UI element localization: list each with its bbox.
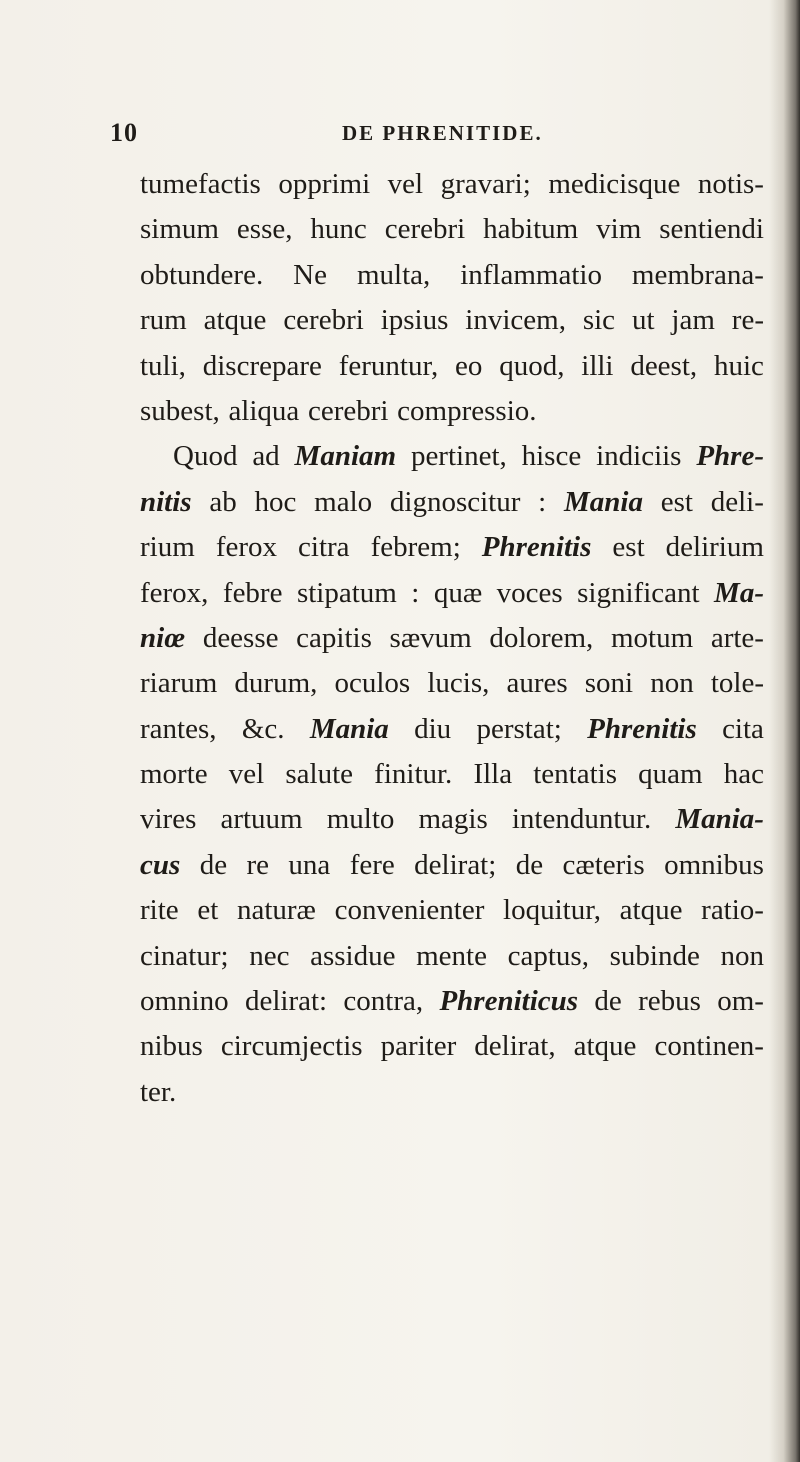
text-line [140,1030,764,1075]
word: simum [140,213,219,246]
italic-word: Phrenitis [587,712,697,745]
word: perstat; [476,712,562,745]
word: de [515,848,544,881]
word: hunc [310,213,367,246]
word: artuum [220,803,303,836]
word: cæteris [562,848,645,881]
word: : [538,485,547,518]
body-text [140,168,764,1121]
word: ipsius [380,304,449,337]
word: vim [596,213,642,246]
word: invicem, [465,304,566,337]
word: nibus [140,1030,203,1063]
word: re [246,848,270,881]
word: : [411,576,420,609]
word: non [650,667,694,700]
word: vel [387,168,424,200]
word: delirat, [474,1030,556,1063]
word: ter. [140,1075,177,1108]
word: aures [506,667,568,700]
word: tumefactis [140,168,261,200]
word: indiciis [596,440,682,473]
word: intenduntur. [511,803,652,836]
word: om- [717,985,764,1018]
word: delirat; [414,848,497,881]
word: pariter [380,1030,457,1063]
word: inflammatio [460,258,602,291]
word: Illa [473,758,513,791]
word: atque [619,894,683,927]
word: stipatum [296,576,397,609]
running-head: DE PHRENITIDE. [342,121,543,145]
text-line [140,1076,764,1121]
word: rum [140,304,187,337]
text-line [140,531,764,576]
word: eo [455,349,483,382]
word: ut [631,304,655,337]
text-line [140,940,764,985]
word: ferox [215,531,277,564]
text-line [140,259,764,304]
text-line [140,395,764,440]
word: rantes, [140,712,217,745]
word: habitum [483,213,579,246]
word: deest, [630,349,698,382]
italic-word: Phrenitis [481,531,592,564]
word: obtundere. [140,258,264,291]
word: cerebri [307,394,389,427]
word: nec [249,939,290,972]
word: illi [581,349,614,382]
word: est [660,485,693,518]
word: deli- [710,485,764,518]
word: re- [731,304,764,337]
word: subest, [140,394,220,427]
text-line [140,304,764,349]
word: multa, [356,258,431,291]
italic-word: niœ [140,621,186,654]
text-line [140,350,764,395]
word: malo [314,485,373,518]
word: riarum [140,667,218,700]
word: hoc [254,485,297,518]
word: discrepare [202,349,322,382]
word: delirat: [244,985,328,1018]
word: rebus [638,985,701,1018]
word: loquitur, [503,894,601,927]
italic-word: Ma- [714,576,764,609]
word: contra, [343,985,424,1018]
text-line [140,667,764,712]
text-line [140,713,764,758]
word: cerebri [384,213,466,246]
word: significant [577,576,700,609]
italic-word: Phreniticus [439,985,579,1018]
word: oculos [334,667,411,700]
word: convenienter [334,894,485,927]
word: subinde [609,939,700,972]
word: tuli, [140,349,186,382]
word: fere [349,848,395,881]
word: mente [416,939,487,972]
word: cerebri [283,304,364,337]
word: capitis [296,621,372,654]
italic-word: Mania [309,712,389,745]
word: membrana- [631,258,764,291]
word: medicisque [548,168,681,200]
word: voces [496,576,563,609]
word: hac [723,758,764,791]
word: aliqua [228,394,300,427]
word: deesse [202,621,279,654]
word: ferox, [140,576,209,609]
word: finitur. [374,758,453,791]
word: tole- [710,667,764,700]
word: soni [584,667,634,700]
text-line [140,622,764,667]
word: vel [228,758,265,791]
word: omnibus [664,848,764,881]
word: opprimi [278,168,371,200]
word: ad [252,440,280,473]
word: cita [722,712,764,745]
word: esse, [236,213,293,246]
word: et [197,894,219,927]
word: rium [140,531,195,564]
word: ab [209,485,237,518]
word: arte- [710,621,764,654]
text-line [140,894,764,939]
word: magis [418,803,488,836]
text-line [140,486,764,531]
word: delirium [665,531,764,564]
word: diu [414,712,452,745]
word: quam [638,758,703,791]
italic-word: Mania- [675,803,764,836]
word: de [199,848,228,881]
text-line [140,440,764,485]
page-number: 10 [110,118,138,147]
text-line [140,758,764,803]
word: continen- [654,1030,764,1063]
text-line [140,803,764,848]
word: de [594,985,622,1018]
text-line [140,213,764,258]
word: jam [671,304,715,337]
word: dolorem, [489,621,594,654]
word: citra [298,531,350,564]
word: quod, [499,349,565,382]
word: sic [582,304,616,337]
italic-word: Maniam [294,440,397,473]
italic-word: nitis [140,485,192,518]
word: assidue [310,939,396,972]
word: quæ [433,576,483,609]
word: atque [203,304,267,337]
word: est [612,531,645,564]
word: sævum [389,621,472,654]
word: multo [326,803,395,836]
word: Ne [293,258,327,291]
word: durum, [234,667,318,700]
italic-word: Mania [564,485,643,518]
word: tentatis [533,758,618,791]
page-edge-shadow [770,0,800,1462]
word: non [720,939,764,972]
word: febre [222,576,283,609]
italic-word: Phre- [696,440,764,473]
word: Quod [173,440,238,473]
text-line [140,577,764,622]
word: omnino [140,985,229,1018]
word: salute [285,758,354,791]
word: &c. [241,712,285,745]
word: dignoscitur [389,485,521,518]
page-header [110,118,740,148]
word: feruntur, [338,349,439,382]
word: compressio. [397,394,537,427]
word: naturæ [236,894,316,927]
word: ratio- [701,894,764,927]
text-line [140,985,764,1030]
word: morte [140,758,208,791]
word: circumjectis [220,1030,363,1063]
word: hisce [521,440,582,473]
word: huic [713,349,764,382]
word: vires [140,803,197,836]
text-line [140,849,764,894]
word: una [288,848,331,881]
word: captus, [507,939,589,972]
word: notis- [697,168,764,200]
word: motum [610,621,694,654]
word: pertinet, [410,440,507,473]
word: atque [573,1030,637,1063]
italic-word: cus [140,848,181,881]
word: rite [140,894,179,927]
word: gravari; [440,168,531,200]
word: febrem; [370,531,461,564]
text-line [140,168,764,213]
word: lucis, [427,667,490,700]
word: sentiendi [659,213,764,246]
word: cinatur; [140,939,229,972]
